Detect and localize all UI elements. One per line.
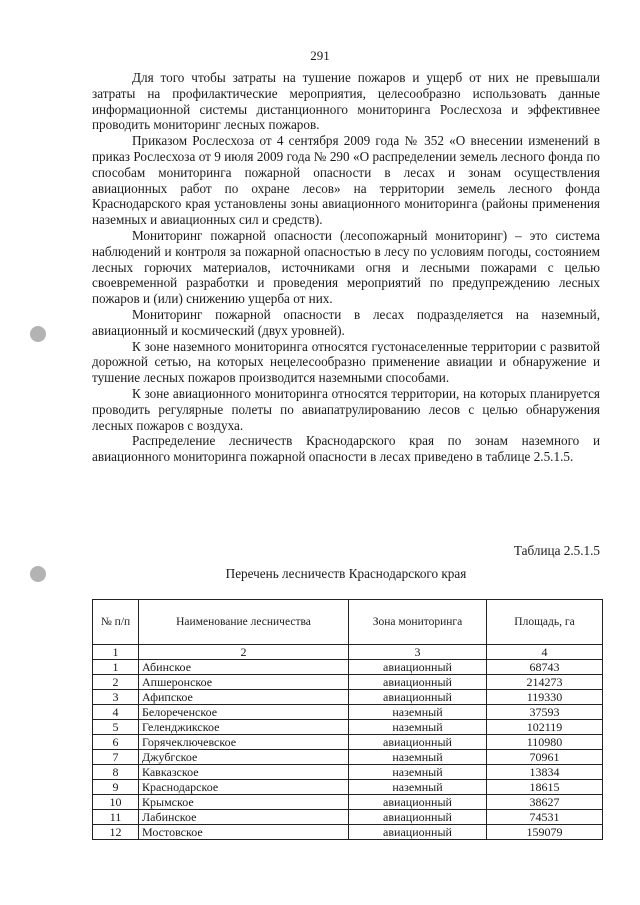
monitoring-zone: наземный [349,765,487,780]
monitoring-zone: авиационный [349,825,487,840]
header-num: № п/п [93,600,139,645]
column-number: 3 [349,645,487,660]
body-text [92,70,600,465]
table-row [93,750,603,765]
forestry-name: Абинское [139,660,349,675]
table-row [93,720,603,735]
row-number: 3 [93,690,139,705]
forestry-name: Джубгское [139,750,349,765]
forestry-name: Апшеронское [139,675,349,690]
monitoring-zone: авиационный [349,690,487,705]
table-header-row [93,600,603,645]
monitoring-zone: авиационный [349,675,487,690]
paragraph: К зоне наземного мониторинга относятся густонаселенные территории с развитой дорожной сетью, на которых нецелесообразно применение авиации и обнаружение и тушение лесных пожаров производится наземными способами. [92,338,600,386]
table-caption: Перечень лесничеств Краснодарского края [225,566,467,581]
forestry-name: Лабинское [139,810,349,825]
row-number: 10 [93,795,139,810]
row-number: 7 [93,750,139,765]
punch-hole-mark [30,566,46,582]
forestry-name: Горячеключевское [139,735,349,750]
column-number: 4 [487,645,603,660]
column-number-row [93,645,603,660]
table-label: Таблица 2.5.1.5 [513,543,600,558]
row-number: 9 [93,780,139,795]
paragraph: Для того чтобы затраты на тушение пожаров и ущерб от них не превышали затраты на профилактические мероприятия, целесообразно использовать данные информационной системы дистанционного мониторинга Рослесхоза и эффективнее проводить мониторинг лесных пожаров. [92,70,600,133]
table-row [93,825,603,840]
area-ha: 110980 [487,735,603,750]
row-number: 8 [93,765,139,780]
area-ha: 214273 [487,675,603,690]
forestry-table [92,599,603,840]
area-ha: 18615 [487,780,603,795]
header-name: Наименование лесничества [139,600,349,645]
area-ha: 119330 [487,690,603,705]
table-row [93,795,603,810]
monitoring-zone: наземный [349,750,487,765]
area-ha: 102119 [487,720,603,735]
paragraph: Приказом Рослесхоза от 4 сентября 2009 года № 352 «О внесении изменений в приказ Рослесхоза от 9 июля 2009 года № 290 «О распределении земель лесного фонда по способам мониторинга пожарной опасности в лесах и зонам осуществления авиационных работ по охране лесов» на территории земель лесного фонда Краснодарского края установлены зоны авиационного мониторинга (районы применения наземных и авиационных сил и средств). [92,133,600,228]
paragraph: Мониторинг пожарной опасности (лесопожарный мониторинг) – это система наблюдений и контроля за пожарной опасностью в лесу по условиям погоды, состоянием лесных горючих материалов, источниками огня и лесными пожарами с целью своевременной разработки и проведения мероприятий по предупреждению лесных пожаров и (или) снижению ущерба от них. [92,227,600,307]
area-ha: 38627 [487,795,603,810]
monitoring-zone: авиационный [349,735,487,750]
monitoring-zone: наземный [349,705,487,720]
row-number: 12 [93,825,139,840]
row-number: 6 [93,735,139,750]
forestry-name: Афипское [139,690,349,705]
paragraph: К зоне авиационного мониторинга относятся территории, на которых планируется проводить регулярные полеты по авиапатрулированию лесов с целью обнаружения лесных пожаров с воздуха. [92,385,600,433]
area-ha: 13834 [487,765,603,780]
forestry-name: Белореченское [139,705,349,720]
table-row [93,705,603,720]
monitoring-zone: авиационный [349,810,487,825]
table-row [93,780,603,795]
monitoring-zone: авиационный [349,795,487,810]
monitoring-zone: авиационный [349,660,487,675]
table-row [93,675,603,690]
row-number: 2 [93,675,139,690]
forestry-name: Мостовское [139,825,349,840]
column-number: 1 [93,645,139,660]
page-number: 291 [310,48,330,63]
row-number: 11 [93,810,139,825]
table-row [93,690,603,705]
table-row [93,735,603,750]
punch-hole-mark [30,326,46,342]
area-ha: 37593 [487,705,603,720]
forestry-name: Геленджикское [139,720,349,735]
forestry-name: Крымское [139,795,349,810]
forestry-name: Краснодарское [139,780,349,795]
monitoring-zone: наземный [349,780,487,795]
row-number: 1 [93,660,139,675]
header-area: Площадь, га [487,600,603,645]
area-ha: 68743 [487,660,603,675]
header-zone: Зона мониторинга [349,600,487,645]
table-row [93,810,603,825]
area-ha: 74531 [487,810,603,825]
paragraph: Распределение лесничеств Краснодарского края по зонам наземного и авиационного мониторинга пожарной опасности в лесах приведено в таблице 2.5.1.5. [92,433,600,465]
row-number: 4 [93,705,139,720]
table-row [93,660,603,675]
row-number: 5 [93,720,139,735]
column-number: 2 [139,645,349,660]
paragraph: Мониторинг пожарной опасности в лесах подразделяется на наземный, авиационный и космический (двух уровней). [92,306,600,338]
area-ha: 70961 [487,750,603,765]
area-ha: 159079 [487,825,603,840]
monitoring-zone: наземный [349,720,487,735]
forestry-name: Кавказское [139,765,349,780]
table-row [93,765,603,780]
